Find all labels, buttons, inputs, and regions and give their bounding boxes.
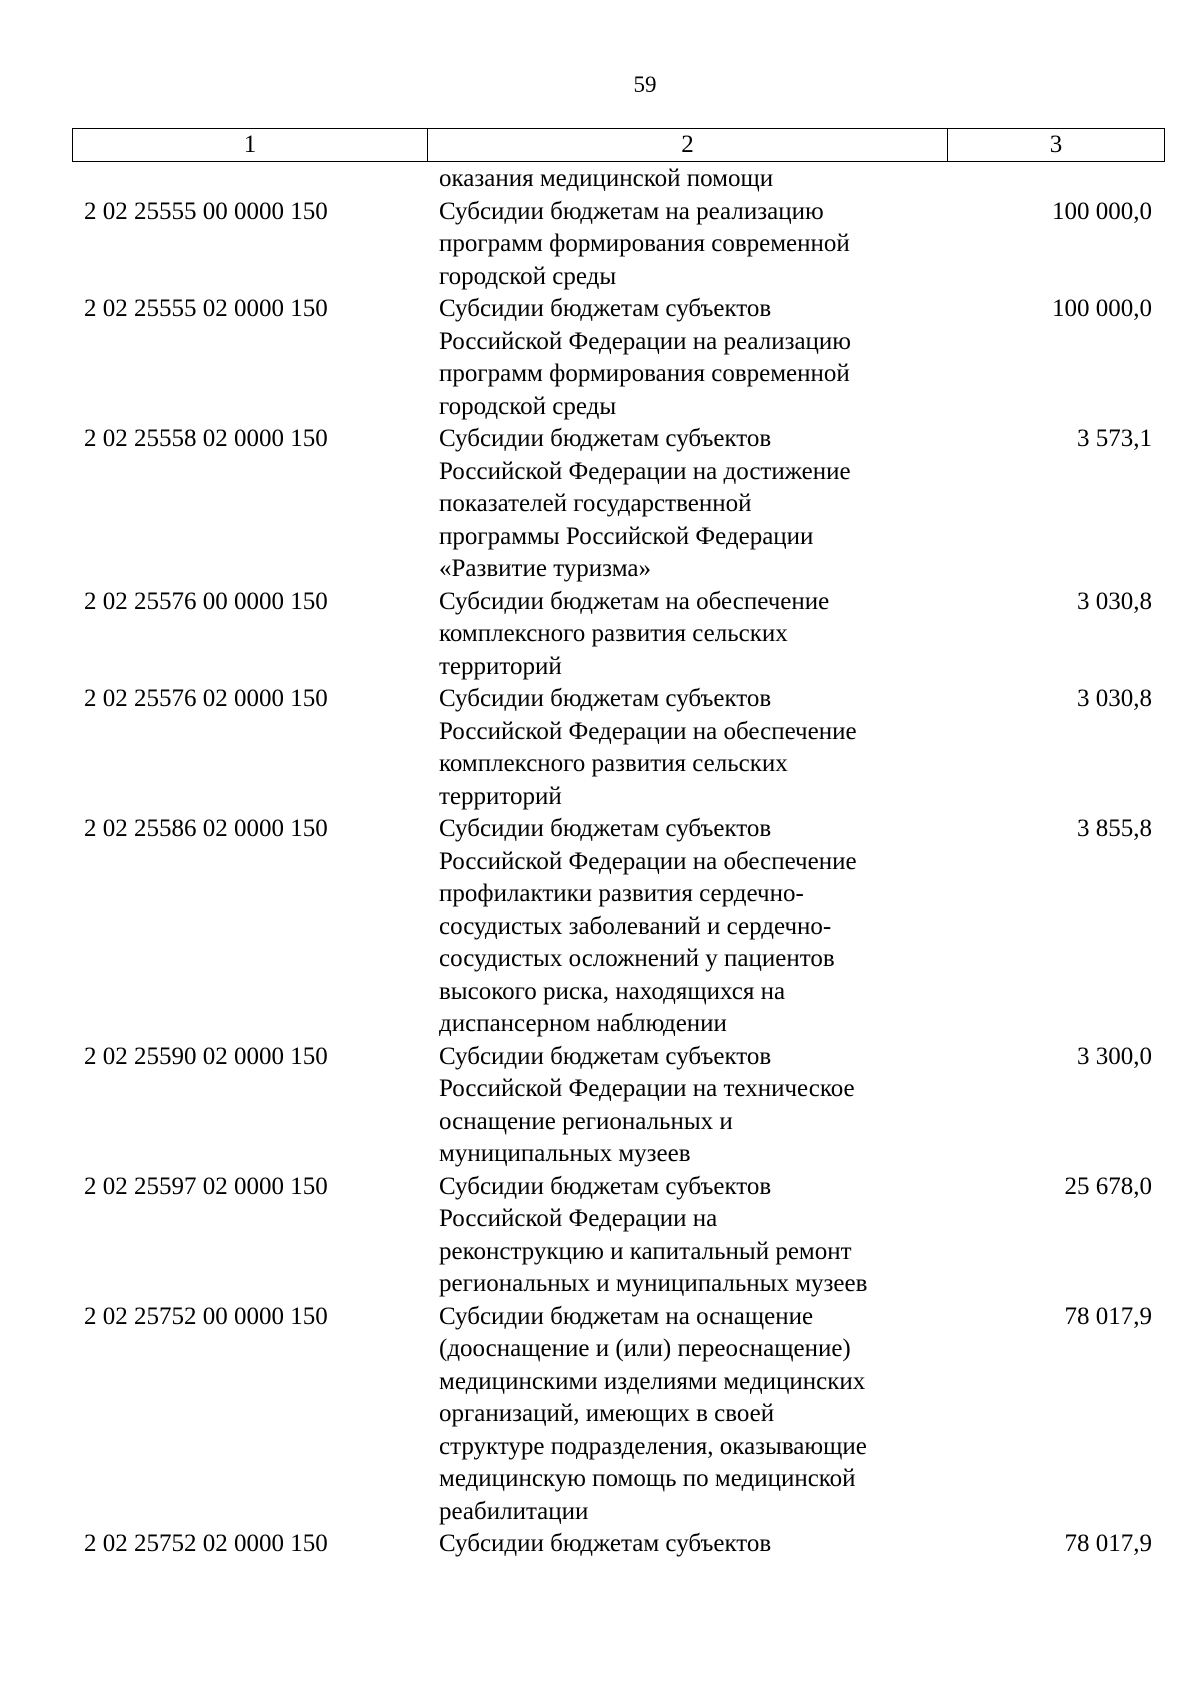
row-code: 2 02 25586 02 0000 150 (84, 815, 328, 842)
table-row (72, 423, 1164, 586)
row-description: Субсидии бюджетам субъектов Российской Федерации на обеспечение профилактики развития сердечно- сосудистых заболеваний и сердечно- сосудистых осложнений у пациентов высокого риска, находящихся на диспансерном наблюдении (439, 815, 857, 1037)
row-code: 2 02 25555 00 0000 150 (84, 197, 328, 225)
row-amount: 3 030,8 (1077, 587, 1152, 615)
row-amount: 78 017,9 (1064, 1530, 1152, 1557)
row-amount: 78 017,9 (1064, 1302, 1152, 1330)
row-description: Субсидии бюджетам субъектов (439, 1530, 772, 1557)
row-amount: 100 000,0 (1052, 295, 1152, 322)
table-row (72, 683, 1164, 813)
row-amount: 3 855,8 (1077, 815, 1152, 842)
row-amount: 3 300,0 (1077, 1042, 1152, 1070)
row-description: Субсидии бюджетам субъектов Российской Федерации на достижение показателей государственной программы Российской Федерации «Развитие туризма» (439, 425, 851, 582)
row-code: 2 02 25555 02 0000 150 (84, 295, 328, 322)
row-code: 2 02 25576 00 0000 150 (84, 587, 328, 615)
row-amount: 25 678,0 (1064, 1172, 1152, 1200)
header-col-2: 2 (428, 129, 948, 162)
header-col-1: 1 (73, 129, 428, 162)
row-description: Субсидии бюджетам субъектов Российской Федерации на техническое оснащение региональных и муниципальных музеев (439, 1042, 855, 1167)
header-row (73, 129, 1165, 162)
table-row (72, 1301, 1164, 1529)
row-description: Субсидии бюджетам на реализацию программ формирования современной городской среды (439, 197, 850, 290)
row-amount: 3 030,8 (1077, 685, 1152, 712)
table-row (72, 1528, 1164, 1561)
row-code: 2 02 25752 00 0000 150 (84, 1302, 328, 1330)
page-number: 59 (633, 72, 657, 97)
row-description: Субсидии бюджетам субъектов Российской Федерации на реализацию программ формирования современной городской среды (439, 295, 851, 420)
table-body (72, 163, 1164, 1561)
row-amount (947, 163, 1164, 196)
row-code: 2 02 25752 02 0000 150 (84, 1530, 328, 1557)
table-header (72, 128, 1165, 162)
row-description: Субсидии бюджетам на обеспечение комплексного развития сельских территорий (439, 587, 830, 680)
row-code (72, 163, 427, 196)
table-row (72, 1171, 1164, 1301)
table-row (72, 813, 1164, 1041)
row-amount: 3 573,1 (1077, 425, 1152, 452)
table-row (72, 293, 1164, 423)
table-row (72, 196, 1164, 294)
table-row (72, 1041, 1164, 1171)
row-code: 2 02 25590 02 0000 150 (84, 1042, 328, 1070)
row-amount: 100 000,0 (1052, 197, 1152, 225)
row-description: Субсидии бюджетам субъектов Российской Федерации на реконструкцию и капитальный ремонт региональных и муниципальных музеев (439, 1172, 868, 1297)
row-description: оказания медицинской помощи (439, 165, 774, 192)
row-description: Субсидии бюджетам на оснащение (дооснащение и (или) переоснащение) медицинскими изделиями медицинских организаций, имеющих в своей структуре подразделения, оказывающие медицинскую помощь по медицинской реабилитации (439, 1302, 867, 1525)
row-description: Субсидии бюджетам субъектов Российской Федерации на обеспечение комплексного развития сельских территорий (439, 685, 857, 810)
row-code: 2 02 25597 02 0000 150 (84, 1172, 328, 1200)
row-code: 2 02 25558 02 0000 150 (84, 425, 328, 452)
table-row (72, 586, 1164, 684)
header-col-3: 3 (948, 129, 1165, 162)
row-code: 2 02 25576 02 0000 150 (84, 685, 328, 712)
table-row (72, 163, 1164, 196)
